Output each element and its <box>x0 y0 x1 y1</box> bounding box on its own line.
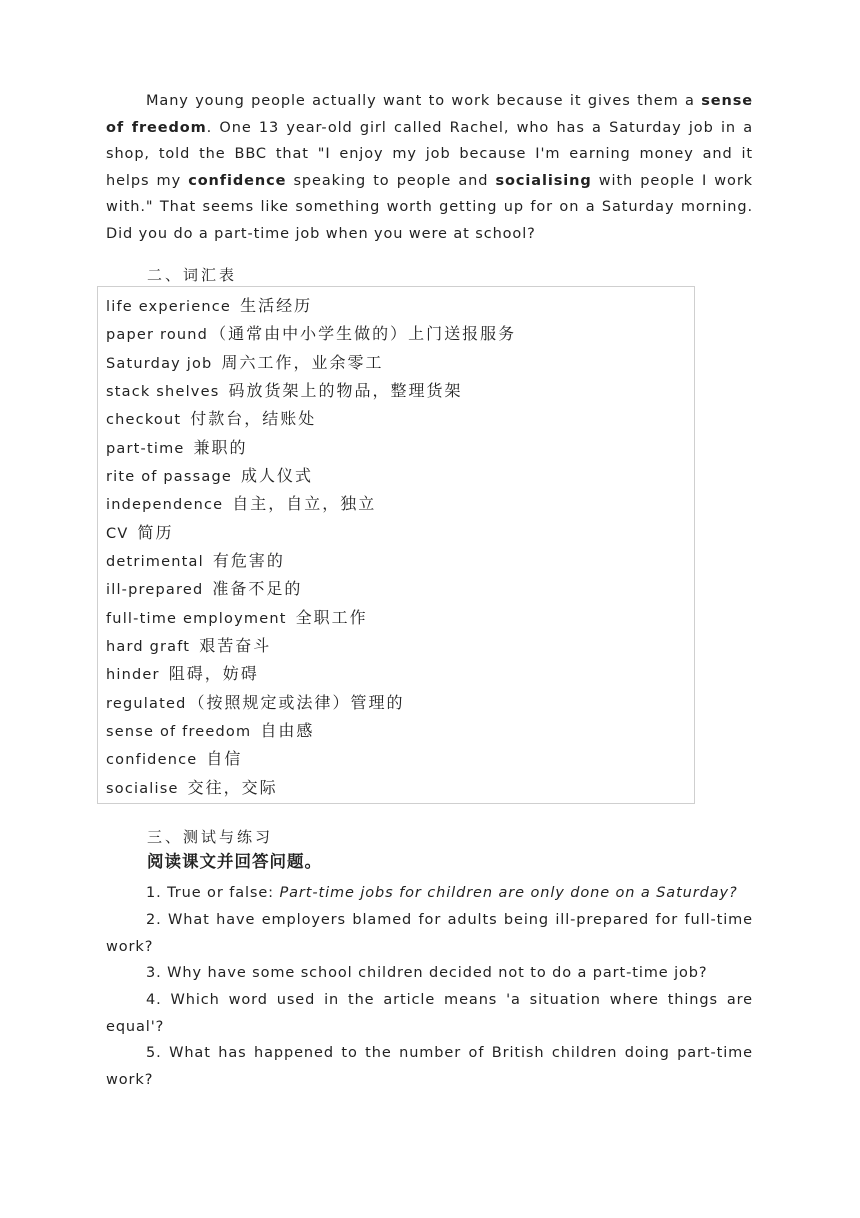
vocab-term: ill-prepared <box>106 582 204 598</box>
intro-paragraph <box>106 88 753 248</box>
intro-text-1: Many young people actually want to work because it gives them a <box>146 93 702 109</box>
vocab-meaning: 自主，自立，独立 <box>232 494 377 513</box>
vocab-meaning: 付款台，结账处 <box>190 409 317 428</box>
intro-bold-socialising: socialising <box>495 172 592 189</box>
vocab-item <box>106 490 376 518</box>
vocab-meaning: 码放货架上的物品，整理货架 <box>228 381 463 400</box>
question-4-text: 4. Which word used in the article means 'a situation where things are equal'? <box>106 992 753 1035</box>
vocab-meaning: 自由感 <box>260 721 315 740</box>
vocab-item <box>106 405 316 433</box>
vocab-heading: 二、词汇表 <box>147 266 238 284</box>
vocab-term: paper round <box>106 327 209 343</box>
intro-text-3: speaking to people and <box>286 172 496 189</box>
question-1-prefix: 1. True or false: <box>146 885 280 901</box>
intro-text-4: with people I work with." That seems like something worth getting up for on a Saturday morning. Did you do a part-time job when you were at school? <box>106 172 753 242</box>
question-3 <box>106 960 753 987</box>
vocab-term: socialise <box>106 781 179 797</box>
vocab-item <box>106 349 383 377</box>
question-5 <box>106 1040 753 1093</box>
vocab-item <box>106 689 405 717</box>
quiz-heading: 三、测试与练习 <box>147 828 274 846</box>
vocab-item <box>106 632 271 660</box>
vocab-term: checkout <box>106 412 182 428</box>
vocab-item <box>106 547 285 575</box>
vocab-meaning: 艰苦奋斗 <box>199 636 272 655</box>
vocab-term: full-time employment <box>106 611 287 627</box>
vocab-term: detrimental <box>106 554 204 570</box>
vocab-term: part-time <box>106 441 185 457</box>
vocab-term: hinder <box>106 667 160 683</box>
vocab-term: Saturday job <box>106 356 213 372</box>
vocab-meaning: （通常由中小学生做的）上门送报服务 <box>210 324 517 343</box>
vocab-meaning: 成人仪式 <box>241 466 314 485</box>
question-5-text: 5. What has happened to the number of British children doing part-time work? <box>106 1045 753 1088</box>
vocab-term: CV <box>106 526 129 542</box>
vocab-item <box>106 660 259 688</box>
vocab-term: stack shelves <box>106 384 220 400</box>
vocab-item <box>106 292 312 320</box>
question-4 <box>106 987 753 1040</box>
vocab-term: hard graft <box>106 639 191 655</box>
question-1 <box>106 880 753 907</box>
vocab-term: sense of freedom <box>106 724 252 740</box>
vocab-meaning: 周六工作，业余零工 <box>221 353 384 372</box>
intro-bold-confidence: confidence <box>188 172 287 189</box>
vocab-item <box>106 575 302 603</box>
vocab-meaning: 交往，交际 <box>187 778 278 797</box>
vocab-meaning: （按照规定或法律）管理的 <box>188 693 405 712</box>
vocab-item <box>106 774 278 802</box>
question-2 <box>106 907 753 960</box>
intro-text-2: . One 13 year-old girl called Rachel, who has a Saturday job in a shop, told the BBC that "I enjoy my job because I'm earning money and it helps my <box>106 119 754 189</box>
quiz-instruction: 阅读课文并回答问题。 <box>147 852 322 871</box>
vocab-meaning: 生活经历 <box>240 296 313 315</box>
intro-bold-sense-of-freedom: sense of freedom <box>106 93 753 136</box>
vocab-item <box>106 604 368 632</box>
vocab-item <box>106 717 314 745</box>
vocab-item <box>106 462 313 490</box>
vocab-term: confidence <box>106 752 198 768</box>
vocab-term: rite of passage <box>106 469 232 485</box>
vocab-item <box>106 434 248 462</box>
vocab-meaning: 兼职的 <box>193 438 248 457</box>
question-2-text: 2. What have employers blamed for adults being ill-prepared for full-time work? <box>106 912 753 955</box>
vocab-meaning: 准备不足的 <box>212 579 303 598</box>
vocab-meaning: 自信 <box>206 749 243 768</box>
vocab-term: life experience <box>106 299 232 315</box>
question-1-statement: Part-time jobs for children are only done on a Saturday? <box>279 885 738 901</box>
vocab-meaning: 有危害的 <box>212 551 285 570</box>
vocab-item <box>106 745 242 773</box>
vocab-term: regulated <box>106 696 187 712</box>
vocab-meaning: 阻碍，妨碍 <box>168 664 259 683</box>
question-3-text: 3. Why have some school children decided not to do a part-time job? <box>146 965 708 981</box>
vocab-item <box>106 320 516 348</box>
vocab-item <box>106 519 173 547</box>
vocab-item <box>106 377 462 405</box>
vocab-term: independence <box>106 497 224 513</box>
vocab-meaning: 全职工作 <box>295 608 368 627</box>
vocab-meaning: 简历 <box>137 523 174 542</box>
